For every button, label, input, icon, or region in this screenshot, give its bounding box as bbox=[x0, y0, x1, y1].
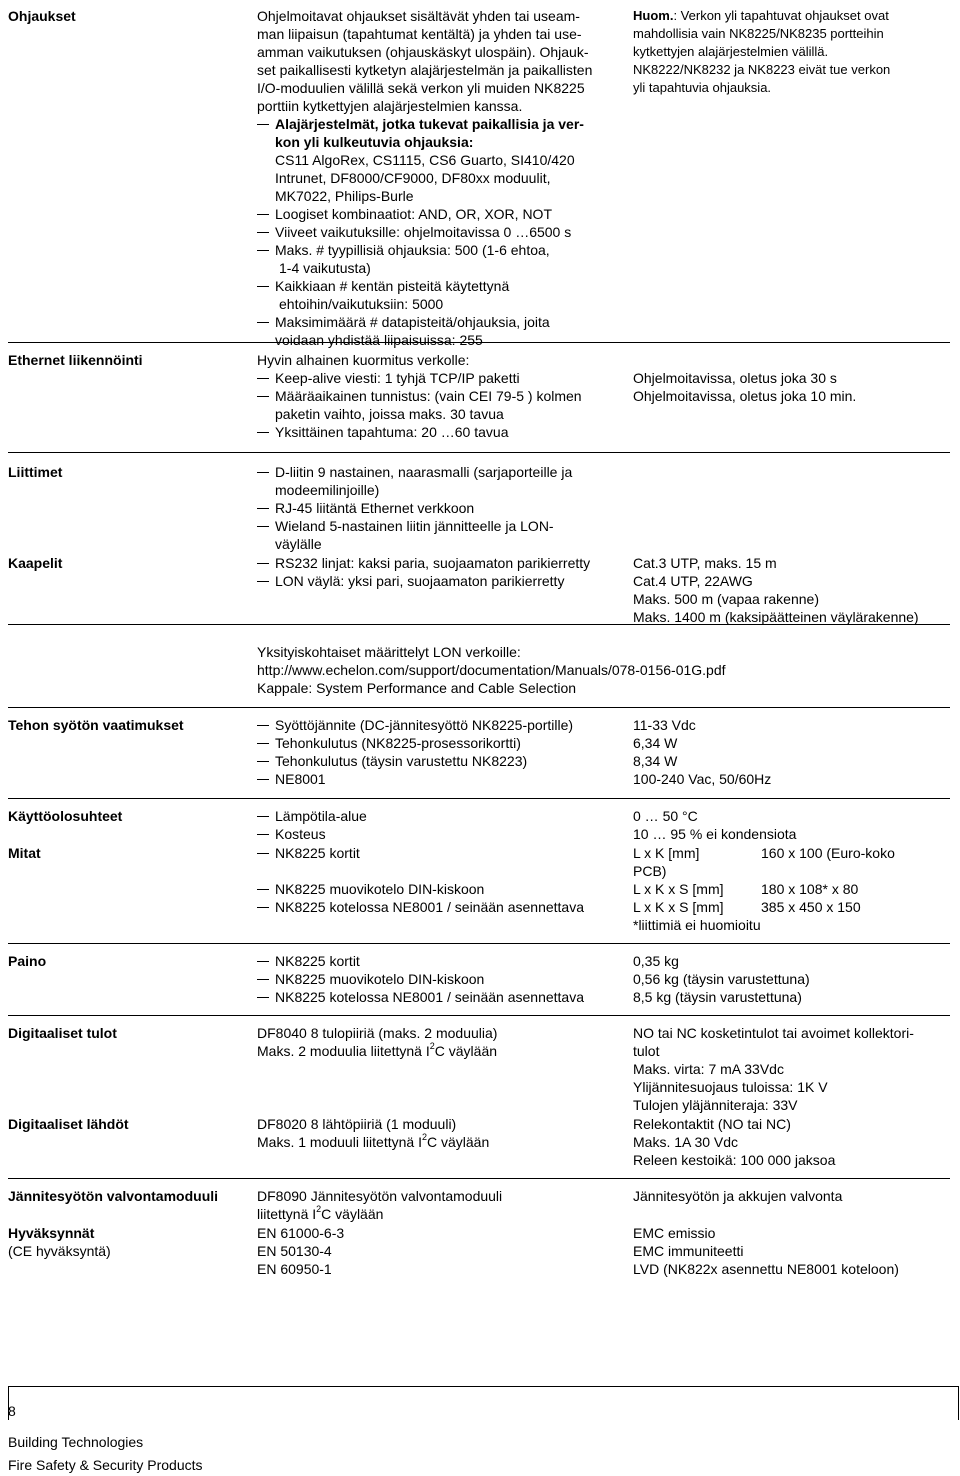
input-spec: tulot bbox=[633, 1043, 660, 1059]
list-item: Viiveet vaikutuksille: ohjelmoitavissa 0 …6500 s bbox=[257, 223, 627, 241]
output-spec: Maks. 1A 30 Vdc bbox=[633, 1134, 739, 1150]
list-item-cont: 1-4 vaikutusta) bbox=[279, 260, 371, 276]
list-item-cont: modeemilinjoille) bbox=[275, 482, 380, 498]
hyvaksynnat-body bbox=[257, 1224, 627, 1278]
input-spec: Tulojen yläjänniteraja: 33V bbox=[633, 1097, 798, 1113]
dim-footnote: *liittimiä ei huomioitu bbox=[633, 917, 761, 933]
label-paino: Paino bbox=[8, 953, 47, 969]
list-item: Tehonkulutus (täysin varustettu NK8223) bbox=[257, 752, 627, 770]
bus-text: C väylään bbox=[434, 1043, 498, 1059]
note-line: yli tapahtuvia ohjauksia. bbox=[633, 80, 772, 95]
list-item-cont: paketin vaihto, joissa maks. 30 tavua bbox=[275, 406, 504, 422]
power-value: 11-33 Vdc bbox=[633, 717, 696, 733]
list-item: Loogiset kombinaatiot: AND, OR, XOR, NOT bbox=[257, 205, 627, 223]
input-spec: Ylijännitesuojaus tuloissa: 1K V bbox=[633, 1079, 828, 1095]
dim-unit: L x K x S [mm] bbox=[633, 881, 724, 897]
jannite-bus bbox=[257, 1205, 627, 1223]
dim-row bbox=[633, 844, 955, 862]
standard: EN 61000-6-3 bbox=[257, 1225, 345, 1241]
weight-value: 0,56 kg (täysin varustettuna) bbox=[633, 971, 810, 987]
ohjaukset-intro: I/O-moduulien välillä sekä verkon yli muiden NK8225 bbox=[257, 80, 585, 96]
dim-value: 160 x 100 (Euro-koko bbox=[761, 845, 895, 861]
jannite-body bbox=[257, 1187, 627, 1223]
footer-box-rule bbox=[958, 1386, 959, 1420]
list-item: Kosteus bbox=[257, 825, 627, 843]
dim-unit: L x K x S [mm] bbox=[633, 899, 724, 915]
list-item: NK8225 kortit bbox=[257, 844, 627, 862]
output-spec: Releen kestoikä: 100 000 jaksoa bbox=[633, 1152, 836, 1168]
list-item-cont: väylälle bbox=[275, 536, 322, 552]
dim-row bbox=[633, 898, 955, 916]
input-spec: NO tai NC kosketintulot tai avoimet kollektori- bbox=[633, 1025, 914, 1041]
list-item: LON väylä: yksi pari, suojaamaton parikierretty bbox=[257, 572, 627, 590]
cable-spec: Cat.4 UTP, 22AWG bbox=[633, 573, 753, 589]
note-line: mahdollisia vain NK8225/NK8235 portteihin bbox=[633, 26, 884, 41]
list-item: Wieland 5-nastainen liitin jännitteelle ja LON- bbox=[257, 517, 627, 535]
list-item: Syöttöjännite (DC-jännitesyöttö NK8225-portille) bbox=[257, 716, 627, 734]
label-kaytto: Käyttöolosuhteet bbox=[8, 808, 123, 824]
paino-body bbox=[257, 952, 627, 1006]
weight-value: 0,35 kg bbox=[633, 953, 679, 969]
footer-company: Building Technologies bbox=[8, 1434, 144, 1450]
output-spec: Relekontaktit (NO tai NC) bbox=[633, 1116, 791, 1132]
jannite-right bbox=[633, 1187, 955, 1205]
label-dig-tulot: Digitaaliset tulot bbox=[8, 1025, 117, 1041]
label-liittimet: Liittimet bbox=[8, 464, 63, 480]
liittimet-body bbox=[257, 463, 627, 553]
lon-details-link[interactable]: http://www.echelon.com/support/documentation/Manuals/078-0156-01G.pdf bbox=[257, 662, 726, 678]
standard-desc: EMC emissio bbox=[633, 1225, 716, 1241]
cable-spec: Maks. 500 m (vapaa rakenne) bbox=[633, 591, 819, 607]
mitat-body bbox=[257, 844, 627, 916]
lon-details bbox=[257, 643, 726, 697]
paino-right bbox=[633, 952, 955, 1006]
ohjaukset-intro: Ohjelmoitavat ohjaukset sisältävät yhden tai useam- bbox=[257, 8, 580, 24]
footer-rule bbox=[8, 1386, 958, 1387]
section-divider bbox=[8, 798, 950, 799]
label-ethernet: Ethernet liikennöinti bbox=[8, 352, 143, 368]
dig-tulot-body bbox=[257, 1024, 627, 1060]
env-value: 10 … 95 % ei kondensiota bbox=[633, 826, 797, 842]
ethernet-value: Ohjelmoitavissa, oletus joka 30 s bbox=[633, 370, 837, 386]
standard-desc: LVD (NK822x asennettu NE8001 koteloon) bbox=[633, 1261, 899, 1277]
bus-sup: 2 bbox=[421, 1132, 427, 1143]
list-item: RJ-45 liitäntä Ethernet verkkoon bbox=[257, 499, 627, 517]
dig-lahdot-right bbox=[633, 1115, 955, 1169]
ohjaukset-body bbox=[257, 7, 627, 349]
ohjaukset-system: CS11 AlgoRex, CS1115, CS6 Guarto, SI410/420 bbox=[275, 152, 575, 168]
ohjaukset-system: Intrunet, DF8000/CF9000, DF80xx moduulit, bbox=[275, 170, 551, 186]
kaytto-body bbox=[257, 807, 627, 843]
list-item: Tehonkulutus (NK8225-prosessorikortti) bbox=[257, 734, 627, 752]
section-divider bbox=[8, 707, 950, 708]
dig-lahdot-body bbox=[257, 1115, 627, 1151]
note-line: NK8222/NK8232 ja NK8223 eivät tue verkon bbox=[633, 62, 891, 77]
list-item: NE8001 bbox=[257, 770, 627, 788]
power-value: 100-240 Vac, 50/60Hz bbox=[633, 771, 772, 787]
mitat-right bbox=[633, 844, 955, 934]
list-item: Kaikkiaan # kentän pisteitä käytettynä bbox=[257, 277, 627, 295]
dim-value: 385 x 450 x 150 bbox=[761, 899, 861, 915]
list-item: Keep-alive viesti: 1 tyhjä TCP/IP paketti bbox=[257, 369, 627, 387]
hyvaksynnat-title: Hyväksynnät bbox=[8, 1225, 95, 1241]
dim-row bbox=[633, 880, 955, 898]
tehon-right bbox=[633, 716, 955, 788]
standard-desc: EMC immuniteetti bbox=[633, 1243, 744, 1259]
bus-sup: 2 bbox=[316, 1204, 322, 1215]
dim-row-cont: PCB) bbox=[633, 863, 667, 879]
power-value: 6,34 W bbox=[633, 735, 678, 751]
ohjaukset-intro: porttiin kytkettyjen alajärjestelmien kanssa. bbox=[257, 98, 523, 114]
list-item-cont: voidaan yhdistää liipaisuissa: 255 bbox=[275, 332, 483, 348]
dim-unit: L x K [mm] bbox=[633, 845, 700, 861]
bus-text: C väylään bbox=[321, 1206, 384, 1222]
label-tehon: Tehon syötön vaatimukset bbox=[8, 717, 184, 733]
ohjaukset-heading: kon yli kulkeutuvia ohjauksia: bbox=[275, 134, 474, 150]
list-item: Määräaikainen tunnistus: (vain CEI 79-5 ) kolmen bbox=[257, 387, 627, 405]
dig-lahdot-module: DF8020 8 lähtöpiiriä (1 moduuli) bbox=[257, 1116, 457, 1132]
ohjaukset-intro: set paikallisesti kytketyn alajärjestelmän ja paikallisten bbox=[257, 62, 593, 78]
env-value: 0 … 50 °C bbox=[633, 808, 698, 824]
cable-spec: Maks. 1400 m (kaksipäätteinen väylärakenne) bbox=[633, 609, 919, 625]
list-item: NK8225 muovikotelo DIN-kiskoon bbox=[257, 880, 627, 898]
dig-tulot-module: DF8040 8 tulopiiriä (maks. 2 moduulia) bbox=[257, 1025, 498, 1041]
list-item: NK8225 kotelossa NE8001 / seinään asennettava bbox=[257, 898, 627, 916]
ethernet-right bbox=[633, 369, 955, 405]
dig-tulot-right bbox=[633, 1024, 955, 1114]
ohjaukset-note bbox=[633, 7, 955, 97]
list-item: D-liitin 9 nastainen, naarasmalli (sarjaporteille ja bbox=[257, 463, 627, 481]
kaapelit-right bbox=[633, 554, 955, 626]
ohjaukset-heading: Alajärjestelmät, jotka tukevat paikallisia ja ver- bbox=[257, 115, 627, 133]
list-item: NK8225 kotelossa NE8001 / seinään asennettava bbox=[257, 988, 627, 1006]
lon-details-heading: Yksityiskohtaiset määrittelyt LON verkoille: bbox=[257, 644, 521, 660]
note-line: kytkettyjen alajärjestelmien välillä. bbox=[633, 44, 829, 59]
list-item: NK8225 muovikotelo DIN-kiskoon bbox=[257, 970, 627, 988]
label-kaapelit: Kaapelit bbox=[8, 555, 63, 571]
list-item: Maks. # tyypillisiä ohjauksia: 500 (1-6 ehtoa, bbox=[257, 241, 627, 259]
note-line-1 bbox=[633, 7, 955, 25]
note-text: : Verkon yli tapahtuvat ohjaukset ovat bbox=[673, 8, 889, 23]
lon-details-chapter: Kappale: System Performance and Cable Selection bbox=[257, 680, 577, 696]
footer-division: Fire Safety & Security Products bbox=[8, 1457, 203, 1473]
list-item: NK8225 kortit bbox=[257, 952, 627, 970]
list-item: Yksittäinen tapahtuma: 20 …60 tavua bbox=[257, 423, 627, 441]
kaapelit-body bbox=[257, 554, 627, 590]
bus-text: C väylään bbox=[426, 1134, 490, 1150]
bus-text: liitettynä I bbox=[257, 1206, 317, 1222]
bus-text: Maks. 2 moduulia liitettynä I bbox=[257, 1043, 430, 1059]
list-item: RS232 linjat: kaksi paria, suojaamaton parikierretty bbox=[257, 554, 627, 572]
dig-tulot-bus bbox=[257, 1042, 627, 1060]
section-divider bbox=[8, 943, 950, 944]
section-divider bbox=[8, 1178, 950, 1179]
bus-sup: 2 bbox=[429, 1041, 435, 1052]
label-hyvaksynnat bbox=[8, 1224, 111, 1260]
kaytto-right bbox=[633, 807, 955, 843]
label-ohjaukset: Ohjaukset bbox=[8, 8, 76, 24]
list-item: Maksimimäärä # datapisteitä/ohjauksia, joita bbox=[257, 313, 627, 331]
bus-text: Maks. 1 moduuli liitettynä I bbox=[257, 1134, 422, 1150]
ohjaukset-intro: man liipaisun (tapahtumat kentältä) ja yhden tai use- bbox=[257, 26, 582, 42]
cable-spec: Cat.3 UTP, maks. 15 m bbox=[633, 555, 777, 571]
ohjaukset-intro: amman vaikutuksen (ohjauskäskyt ulospäin). Ohjauk- bbox=[257, 44, 589, 60]
label-jannite: Jännitesyötön valvontamoduuli bbox=[8, 1188, 219, 1204]
jannite-module: DF8090 Jännitesyötön valvontamoduuli bbox=[257, 1188, 503, 1204]
dim-value: 180 x 108* x 80 bbox=[761, 881, 859, 897]
standard: EN 50130-4 bbox=[257, 1243, 332, 1259]
label-dig-lahdot: Digitaaliset lähdöt bbox=[8, 1116, 129, 1132]
standard: EN 60950-1 bbox=[257, 1261, 332, 1277]
hyvaksynnat-subtitle: (CE hyväksyntä) bbox=[8, 1243, 111, 1259]
ethernet-intro: Hyvin alhainen kuormitus verkolle: bbox=[257, 352, 470, 368]
weight-value: 8,5 kg (täysin varustettuna) bbox=[633, 989, 802, 1005]
dig-lahdot-bus bbox=[257, 1133, 627, 1151]
list-item-cont: ehtoihin/vaikutuksiin: 5000 bbox=[279, 296, 444, 312]
page-number: 8 bbox=[8, 1403, 16, 1419]
ohjaukset-system: MK7022, Philips-Burle bbox=[275, 188, 414, 204]
tehon-body bbox=[257, 716, 627, 788]
note-label: Huom. bbox=[633, 8, 674, 23]
label-mitat: Mitat bbox=[8, 845, 41, 861]
section-divider bbox=[8, 1015, 950, 1016]
power-value: 8,34 W bbox=[633, 753, 678, 769]
input-spec: Maks. virta: 7 mA 33Vdc bbox=[633, 1061, 784, 1077]
jannite-spec: Jännitesyötön ja akkujen valvonta bbox=[633, 1188, 843, 1204]
ethernet-body bbox=[257, 351, 627, 441]
hyvaksynnat-right bbox=[633, 1224, 955, 1278]
ethernet-value: Ohjelmoitavissa, oletus joka 10 min. bbox=[633, 388, 857, 404]
section-divider bbox=[8, 452, 950, 453]
list-item: Lämpötila-alue bbox=[257, 807, 627, 825]
